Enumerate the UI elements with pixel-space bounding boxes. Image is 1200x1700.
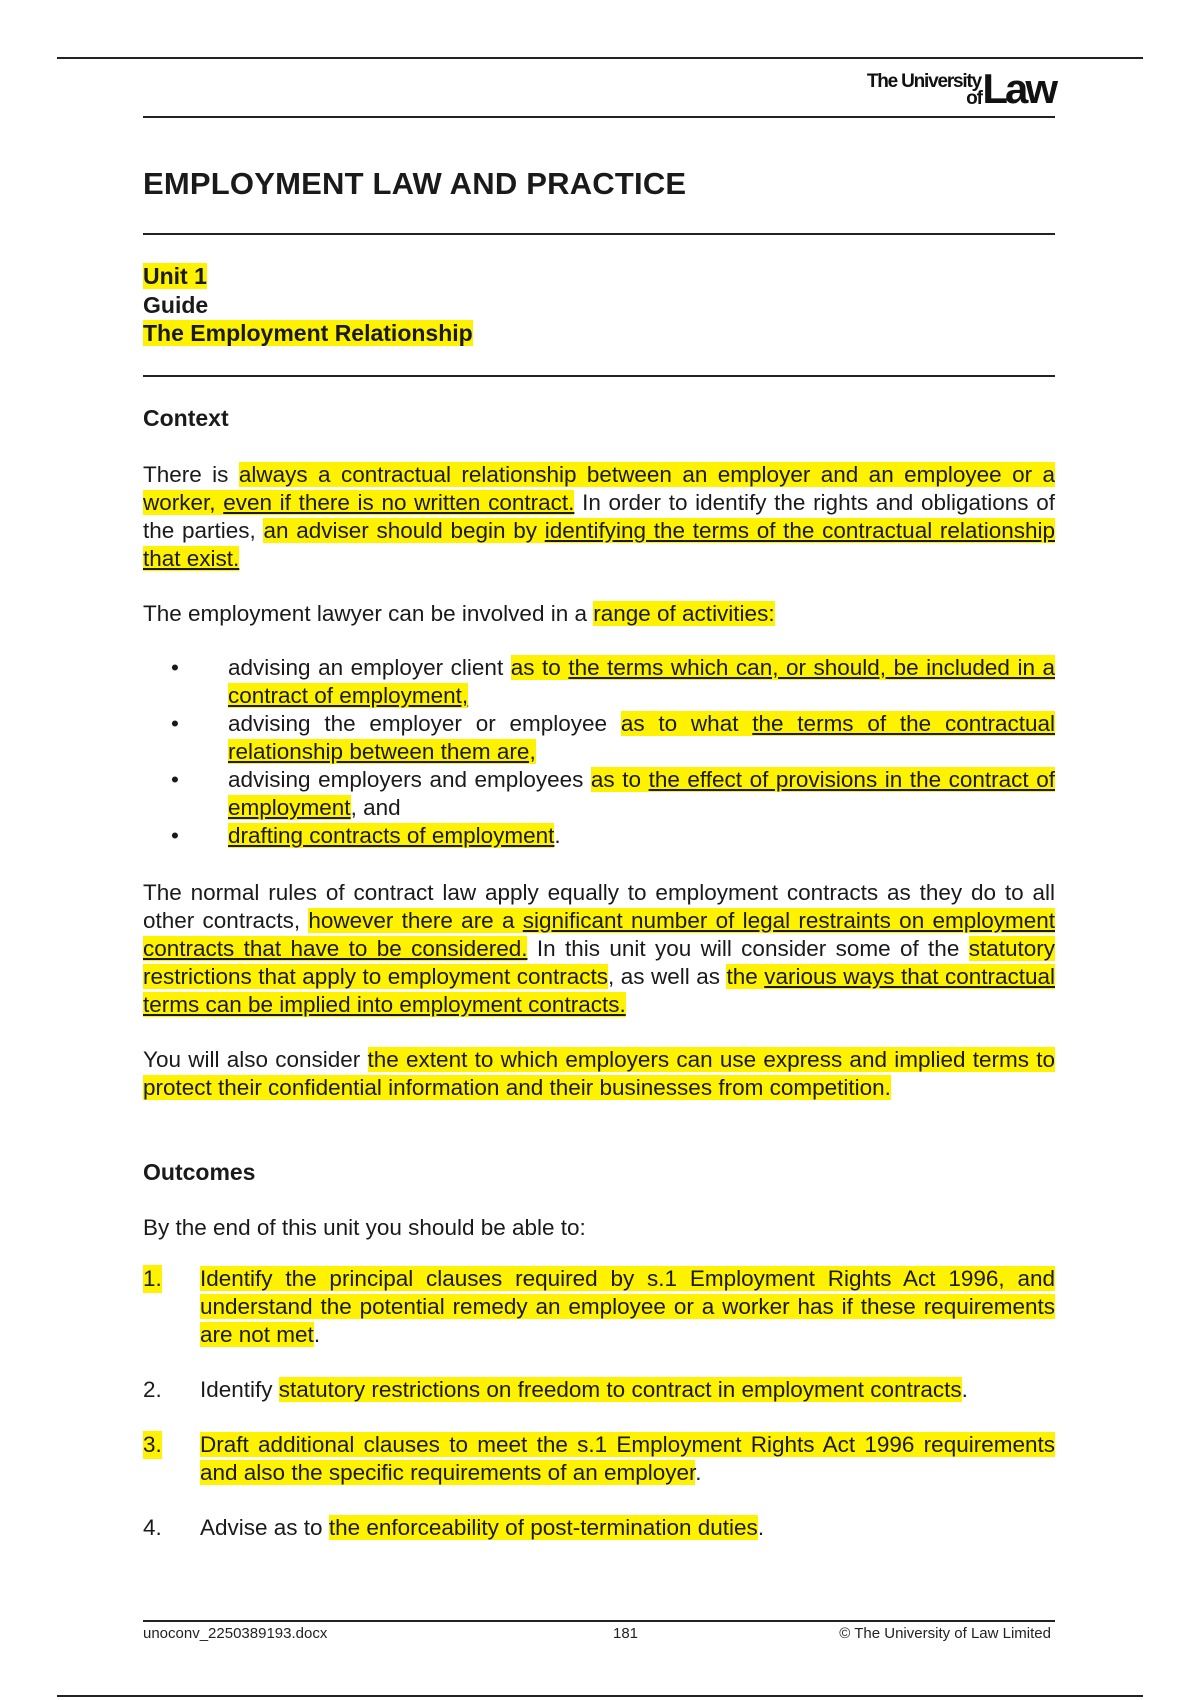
list-item: • advising the employer or employee as to what the terms of the contractual relationship between them are, (171, 711, 1056, 764)
logo-text-line1: The University (866, 71, 981, 92)
list-item: • advising an employer client as to the terms which can, or should, be included in a contract of employment, (171, 655, 1055, 708)
unit-block (143, 262, 473, 348)
footer-rule (143, 1620, 1055, 1622)
top-outer-rule (57, 57, 1143, 59)
list-item: • advising employers and employees as to the effect of provisions in the contract of employment, and (171, 767, 1056, 820)
outcome-number: 2. (143, 1377, 162, 1402)
outcome-number: 1. (143, 1266, 162, 1291)
outcome-item: 2. Identify statutory restrictions on freedom to contract in employment contracts. (143, 1377, 968, 1402)
title-rule (143, 233, 1055, 235)
text-run: The employment lawyer can be involved in a (143, 601, 594, 626)
context-paragraph-3: The normal rules of contract law apply equally to employment contracts as they do to all other contracts, however there are a significant number of legal restraints on employment contracts that have to be considered. In this unit you will consider some of the statutory restrictions that apply to employment contracts, as well as the various ways that contractual terms can be implied into employment contracts. (143, 880, 1056, 1017)
outcomes-heading: Outcomes (143, 1159, 256, 1185)
highlight-run: an adviser should begin by (263, 518, 545, 543)
unit-name: The Employment Relationship (143, 320, 473, 346)
context-paragraph-4: You will also consider the extent to which employers can use express and implied terms to protect their confidential information and their businesses from competition. (143, 1047, 1055, 1100)
footer-copyright: © The University of Law Limited (839, 1625, 1051, 1642)
highlight-underline-run: identifying the terms of the contractual relationship that exist. (143, 518, 1055, 571)
outcomes-list (143, 1265, 1055, 1569)
highlight-underline-run: even if there is no written contract. (223, 490, 575, 515)
context-heading: Context (143, 405, 229, 431)
page-title: EMPLOYMENT LAW AND PRACTICE (143, 166, 687, 201)
bullet-icon: • (171, 823, 179, 848)
context-paragraph-1 (143, 461, 1055, 573)
highlight-run: range of activities: (593, 601, 775, 626)
unit-number: Unit 1 (143, 263, 207, 289)
bottom-outer-rule (57, 1695, 1143, 1697)
bullet-icon: • (171, 767, 179, 792)
header-rule (143, 116, 1055, 118)
unit-rule (143, 375, 1055, 377)
unit-type: Guide (143, 291, 209, 318)
logo-text-line2: of (966, 88, 982, 109)
outcome-item: 3. Draft additional clauses to meet the s.1 Employment Rights Act 1996 requirements and also the specific requirements of an employer. (143, 1432, 1055, 1485)
outcome-number: 3. (143, 1432, 162, 1457)
list-item: • drafting contracts of employment. (171, 823, 561, 848)
bullet-icon: • (171, 711, 179, 736)
footer-filename: unoconv_2250389193.docx (143, 1625, 328, 1642)
highlight-run: always a contractual relationship between an employer and an employee or a worker, (143, 462, 1055, 515)
bullet-icon: • (171, 655, 179, 680)
outcome-number: 4. (143, 1515, 162, 1540)
activities-list (143, 654, 1055, 850)
text-run: In order to identify the rights and obligations of the parties, (143, 490, 1055, 543)
text-run: There is (143, 462, 239, 487)
outcome-item: 4. Advise as to the enforceability of post-termination duties. (143, 1515, 765, 1540)
logo-text-law: Law (982, 65, 1055, 112)
page-number: 181 (613, 1625, 639, 1642)
outcome-item: 1. Identify the principal clauses required by s.1 Employment Rights Act 1996, and understand the potential remedy an employee or a worker has if these requirements are not met. (143, 1266, 1055, 1347)
context-paragraph-2 (143, 600, 1055, 628)
outcomes-intro: By the end of this unit you should be able to: (143, 1215, 586, 1240)
university-logo (845, 65, 1055, 112)
